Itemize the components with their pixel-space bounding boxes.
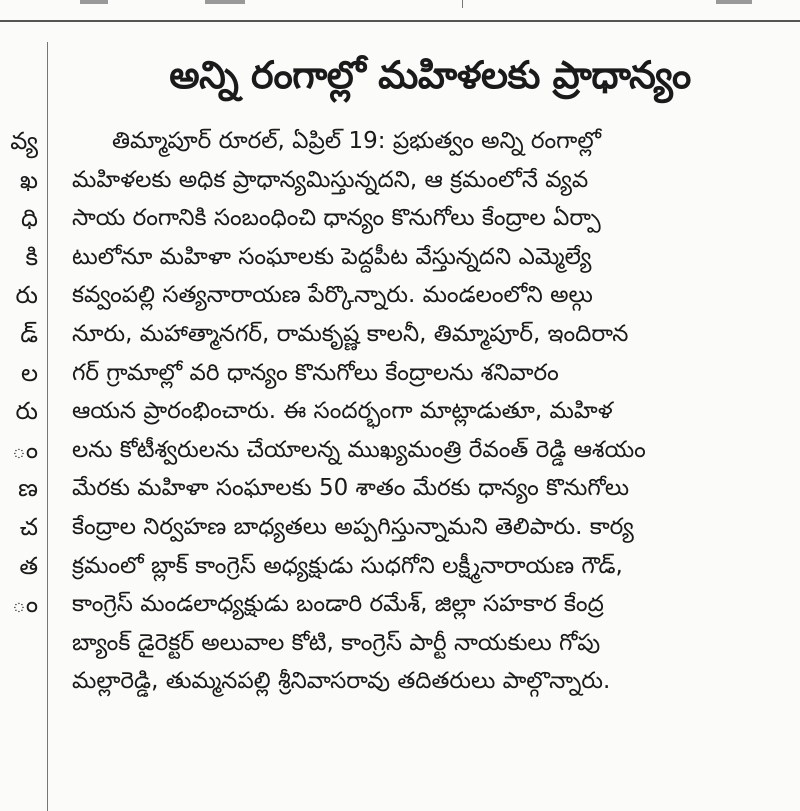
left-column-fragment: కి [25, 242, 38, 271]
left-column-fragment: రు [15, 397, 38, 426]
top-rule [0, 20, 800, 22]
article-headline: అన్ని రంగాల్లో మహిళలకు ప్రాధాన్యం [169, 53, 691, 97]
article-line: కాంగ్రెస్ మండలాధ్యక్షుడు బండారి రమేశ్, జిల్లా సహకార కేంద్ర [72, 591, 604, 618]
article-line: నూరు, మహాత్మానగర్, రామకృష్ణ కాలనీ, తిమ్మాపూర్, ఇందిరాన [72, 320, 629, 347]
top-clipped-text-mark [716, 0, 752, 4]
top-clipped-text-mark [80, 0, 108, 4]
article-line: సాయ రంగానికి సంబంధించి ధాన్యం కొనుగోలు కేంద్రాల ఏర్పా [72, 205, 601, 232]
article-line: మహిళలకు అధిక ప్రాధాన్యమిస్తున్నదని, ఆ క్రమంలోనే వ్యవ [72, 166, 589, 193]
left-column-fragment: త [19, 551, 38, 580]
article-line: తిమ్మాపూర్ రూరల్, ఏప్రిల్ 19: ప్రభుత్వం అన్ని రంగాల్లో [112, 128, 602, 154]
left-column-fragment: ం [11, 590, 38, 619]
left-column-fragment: ం [11, 435, 38, 464]
article-line: లను కోటీశ్వరులను చేయాలన్న ముఖ్యమంత్రి రేవంత్ రెడ్డి ఆశయం [72, 436, 646, 463]
article-line: ఆయన ప్రారంభించారు. ఈ సందర్భంగా మాట్లాడుతూ, మహిళ [72, 398, 613, 425]
left-column-fragment: ల [20, 358, 38, 387]
left-column-clipped [0, 122, 40, 624]
article-line: మేరకు మహిళా సంఘాలకు 50 శాతం మేరకు ధాన్యం కొనుగోలు [72, 475, 630, 502]
article-line: టులోనూ మహిళా సంఘాలకు పెద్దపీట వేస్తున్నదని ఎమ్మెల్యే [72, 243, 592, 270]
left-column-fragment: రు [15, 281, 38, 310]
left-column-fragment: ధి [21, 204, 38, 233]
article-line: క్రమంలో బ్లాక్ కాంగ్రెస్ అధ్యక్షుడు సుధగోని లక్ష్మీనారాయణ గౌడ్, [72, 552, 623, 579]
article-line: కవ్వంపల్లి సత్యనారాయణ పేర్కొన్నారు. మండలంలోని అల్గు [72, 282, 593, 309]
left-column-fragment: డ్ [20, 319, 38, 348]
top-clipped-text-mark [205, 0, 245, 4]
article-line: బ్యాంక్ డైరెక్టర్ అలువాల కోటి, కాంగ్రెస్ పార్టీ నాయకులు గోపు [72, 629, 601, 656]
left-column-fragment: ఖ [19, 165, 38, 194]
left-column-fragment: వ్య [10, 127, 38, 155]
left-column-fragment: ణ [18, 474, 38, 503]
column-divider [47, 42, 48, 811]
article-line: కేంద్రాల నిర్వహణ బాధ్యతలు అప్పగిస్తున్నామని తెలిపారు. కార్య [72, 513, 634, 540]
left-column-fragment: చ [19, 512, 38, 541]
top-column-tick [462, 0, 463, 8]
article-line: గర్ గ్రామాల్లో వరి ధాన్యం కొనుగోలు కేంద్రాలను శనివారం [72, 359, 559, 386]
article-line: మల్లారెడ్డి, తుమ్మనపల్లి శ్రీనివాసరావు తదితరులు పాల్గొన్నారు. [72, 668, 611, 695]
article-body [72, 122, 794, 701]
